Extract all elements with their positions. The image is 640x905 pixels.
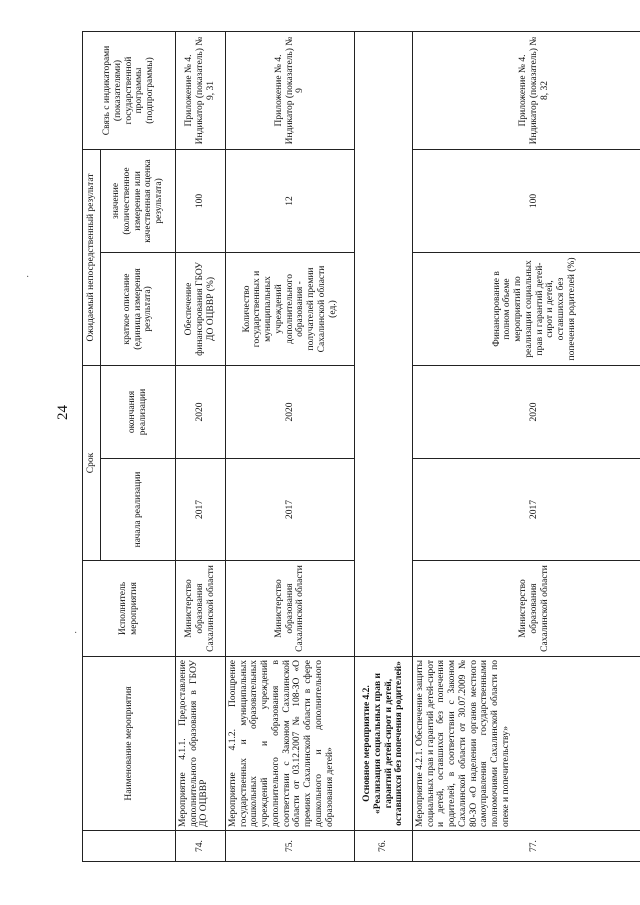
row-executor: Министерство образования Сахалинской области — [176, 561, 226, 657]
header-link: Связь с индикаторами (показателями) государственной программы (подпрограммы) — [83, 31, 176, 149]
row-empty — [355, 31, 413, 656]
row-num: 75. — [226, 831, 355, 862]
header-result-value: значение (количественное измерение или качественная оценка результата) — [101, 149, 176, 252]
row-link: Приложение № 4. Индикатор (показатель) № 8, 32 — [413, 31, 640, 149]
row-end: 2020 — [413, 365, 640, 458]
row-end: 2020 — [176, 365, 226, 458]
table-row — [176, 31, 226, 861]
page-number: 24 — [55, 405, 71, 420]
header-term-end: окончания реализации — [101, 365, 176, 458]
row-num: 76. — [355, 831, 413, 862]
header-term: Срок — [83, 365, 101, 560]
row-desc: Обеспечение финансирования ГБОУ ДО ОЦВВР (%) — [176, 252, 226, 365]
row-start: 2017 — [176, 459, 226, 561]
row-num: 77. — [413, 831, 640, 862]
row-desc: Количество государственных и муниципальных учреждений дополнительного образования - получателей премии Сахалинской области (ед.) — [226, 252, 355, 365]
activities-table — [82, 31, 640, 862]
scan-speck: · — [26, 272, 30, 283]
row-value: 100 — [413, 149, 640, 252]
header-name: Наименование мероприятия — [83, 657, 176, 831]
row-name: Мероприятие 4.1.2. Поощрение государственных и муниципальных дошкольных образовательных учреждений и учреждений дополнительного образования в соответствии с Законом Сахалинской области от 03.12.2007 № 108-ЗО «О премиях Сахалинской области в сфере дошкольного и дополнительного образования детей» — [226, 657, 355, 831]
row-end: 2020 — [226, 365, 355, 458]
rotated-table-container — [82, 32, 640, 862]
row-name: Мероприятие 4.1.1. Предоставление дополнительного образования в ГБОУ ДО ОЦВВР — [176, 657, 226, 831]
header-term-start: начала реализации — [101, 459, 176, 561]
row-executor: Министерство образования Сахалинской области — [413, 561, 640, 657]
scan-speck: · — [74, 628, 78, 639]
row-value: 12 — [226, 149, 355, 252]
row-desc: Финансирование в полном объеме мероприятий по реализации социальных прав и гарантий детей-сирот и детей, оставшихся без попечения родителей (%) — [413, 252, 640, 365]
header-result: Ожидаемый непосредственный результат — [83, 149, 101, 365]
row-link: Приложение № 4. Индикатор (показатель) № 9, 31 — [176, 31, 226, 149]
header-num-cell — [83, 831, 176, 862]
row-name: Мероприятие 4.2.1. Обеспечение защиты социальных прав и гарантий детей-сирот и детей, оставшихся без попечения родителей, в соответствии с Законом Сахалинской области от 30.07.2009 № 80-ЗО «О наделении органов местного самоуправления государственными полномочиями Сахалинской области по опеке и попечительству» — [413, 657, 640, 831]
table-row — [413, 31, 640, 861]
table-row — [226, 31, 355, 861]
row-start: 2017 — [226, 459, 355, 561]
table-row-section — [355, 31, 413, 861]
row-link: Приложение № 4. Индикатор (показатель) № 9 — [226, 31, 355, 149]
row-start: 2017 — [413, 459, 640, 561]
row-executor: Министерство образования Сахалинской области — [226, 561, 355, 657]
row-name-section: Основное мероприятие 4.2. «Реализация социальных прав и гарантий детей-сирот и детей, оставшихся без попечения родителей» — [355, 657, 413, 831]
row-value: 100 — [176, 149, 226, 252]
header-result-desc: краткое описание (единица измерения результата) — [101, 252, 176, 365]
row-num: 74. — [176, 831, 226, 862]
header-executor: Исполнитель мероприятия — [83, 561, 176, 657]
